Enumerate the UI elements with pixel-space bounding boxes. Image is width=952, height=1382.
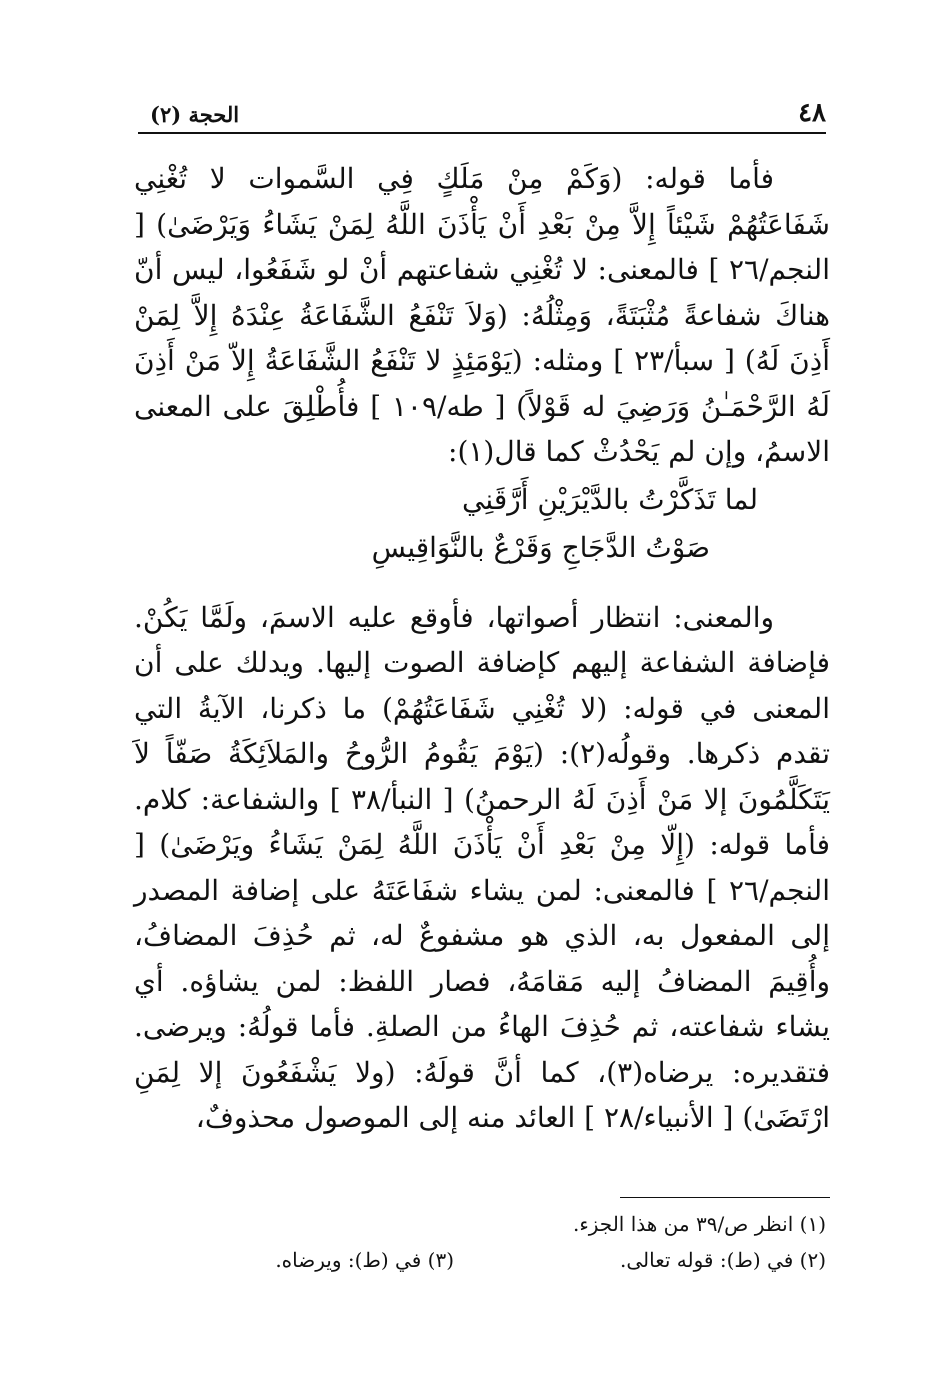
footnote-2: (٢) في (ط): قوله تعالى. (619, 1248, 826, 1272)
main-text (134, 156, 830, 1141)
paragraph: والمعنى: انتظار أصواتها، فأوقع عليه الاسمَ، ولَمَّا يَكُنْ. فإضافة الشفاعة إليهم كإضافة الصوت إليها. ويدلك على أن المعنى في قوله: (لا تُغْنِي شَفَاعَتُهُمْ) ما ذكرنا، الآيةُ التي تقدم ذكرها. وقولُه(٢): (يَوْمَ يَقُومُ الرُّوحُ والمَلاَئِكَةُ صَفّاً لاَ يَتَكَلَّمُونَ إلا مَنْ أَذِنَ لَهُ الرحمنُ) [ النبأ/٣٨ ] والشفاعة: كلام. فأما قوله: (إِلّا مِنْ بَعْدِ أَنْ يَأْذَنَ اللَّهُ لِمَنْ يَشَاءُ ويَرْضَىٰ) [ النجم/٢٦ ] فالمعنى: لمن يشاء شفَاعَتَهُ على إضافة المصدر إلى المفعول به، الذي هو مشفوعٌ له، ثم حُذِفَ المضافُ، وأُقِيمَ المضافُ إليه مَقامَهُ، فصار اللفظ: لمن يشاؤه. أي يشاء شفاعته، ثم حُذِفَ الهاءُ من الصلةِ. فأما قولُهُ: ويرضى. فتقديره: يرضاه(٣)، كما أنَّ قولَهُ: (ولا يَشْفَعُونَ إلا لِمَنِ ارْتَضَىٰ) [ الأنبياء/٢٨ ] العائد منه إلى الموصول محذوفٌ، (134, 600, 830, 1134)
footnotes (134, 1206, 826, 1278)
paragraph: فأما قوله: (وَكَمْ مِنْ مَلَكٍ فِي السَّموات لا تُغْنِي شَفَاعَتُهُمْ شَيْئاً إِلاَّ مِنْ بَعْدِ أَنْ يَأْذَنَ اللَّهُ لِمَنْ يَشَاءُ وَيَرْضَىٰ) [ النجم/٢٦ ] فالمعنى: لا تُغْنِي شفاعتهم أنْ لو شَفَعُوا، ليس أنّ هناكَ شفاعةً مُثْبَتَةً، وَمِثْلُهُ: (وَلاَ تَنْفَعُ الشَّفَاعَةُ عِنْدَهُ إِلاَّ لِمَنْ أَذِنَ لَهُ) [ سبأ/٢٣ ] ومثله: (يَوْمَئِذٍ لا تَنْفَعُ الشَّفَاعَةُ إِلاّ مَنْ أَذِنَ لَهُ الرَّحْمَـٰنُ وَرَضِيَ له قَوْلاً) [ طه/١٠٩ ] فأُطْلِقَ على المعنى الاسمُ، وإن لم يَحْدُثْ كما قال(١): (134, 162, 830, 468)
page-number: ٤٨ (798, 98, 826, 128)
page-header (138, 96, 826, 134)
running-title: الحجة (٢) (150, 102, 240, 127)
poetry-verse (134, 477, 830, 581)
footnote-row (134, 1206, 826, 1242)
footnote-1: (١) انظر ص/٣٩ من هذا الجزء. (572, 1212, 826, 1236)
footnote-row (134, 1242, 826, 1278)
verse-second-hemistich: صَوْتُ الدَّجَاجِ وَقَرْعٌ بالنَّوَاقِيسِ (371, 530, 710, 564)
footnote-separator (620, 1197, 830, 1198)
footnote-3: (٣) في (ط): ويرضاه. (275, 1248, 454, 1272)
verse-first-hemistich: لما تَذَكَّرْتُ بالدَّيْرَيْنِ أَرَّقَنِي (462, 482, 758, 516)
